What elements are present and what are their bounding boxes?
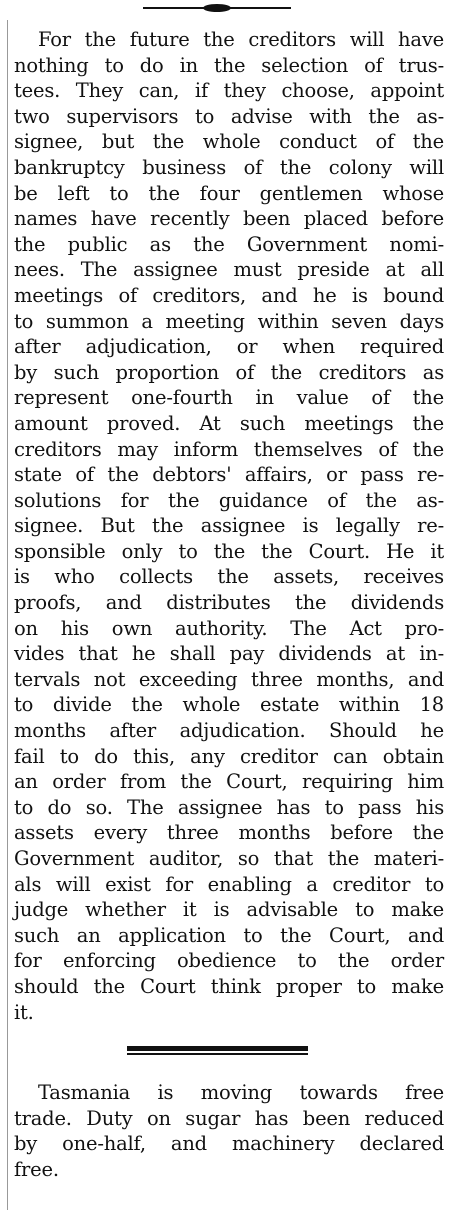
text-line: after adjudication, or when required: [14, 335, 444, 359]
text-line: state of the debtors' affairs, or pass re-: [14, 463, 444, 487]
text-line: Tasmania is moving towards free: [38, 1081, 444, 1104]
text-line: for enforcing obedience to the order: [14, 949, 444, 973]
text-line: nees. The assignee must preside at all: [14, 258, 444, 282]
text-line: be left to the four gentlemen whose: [14, 181, 444, 205]
text-line: signee. But the assignee is legally re-: [14, 514, 444, 538]
text-line: sponsible only to the the Court. He it: [14, 539, 444, 563]
text-line: meetings of creditors, and he is bound: [14, 283, 444, 307]
text-line: tervals not exceeding three months, and: [14, 667, 444, 691]
text-line: to summon a meeting within seven days: [14, 309, 444, 333]
text-line: signee, but the whole conduct of the: [14, 130, 444, 154]
text-line: trade. Duty on sugar has been reduced: [14, 1106, 444, 1130]
article-tasmania: [0, 1080, 452, 1182]
text-line: such an application to the Court, and: [14, 923, 444, 947]
text-line: is who collects the assets, receives: [14, 565, 444, 589]
section-divider: [127, 1046, 308, 1055]
text-line: by such proportion of the creditors as: [14, 360, 444, 384]
text-line: judge whether it is advisable to make: [14, 898, 444, 922]
text-line: For the future the creditors will have: [38, 28, 444, 51]
text-line: months after adjudication. Should he: [14, 719, 444, 743]
text-line: to divide the whole estate within 18: [14, 693, 444, 717]
text-line: als will exist for enabling a creditor to: [14, 872, 444, 896]
divider-thin-rule: [127, 1053, 308, 1055]
text-line: vides that he shall pay dividends at in-: [14, 642, 444, 666]
top-ornamental-rule: [143, 6, 291, 10]
text-line: proofs, and distributes the dividends: [14, 591, 444, 615]
text-line: on his own authority. The Act pro-: [14, 616, 444, 640]
text-line: represent one-fourth in value of the: [14, 386, 444, 410]
text-line: fail to do this, any creditor can obtain: [14, 744, 444, 768]
text-line: bankruptcy business of the colony will: [14, 155, 444, 179]
top-rule-ornament: [203, 4, 231, 12]
text-line: the public as the Government nomi-: [14, 232, 444, 256]
text-line: should the Court think proper to make: [14, 974, 444, 998]
text-line: Government auditor, so that the materi-: [14, 847, 444, 870]
text-line: it.: [14, 1000, 34, 1024]
text-line: free.: [14, 1157, 59, 1181]
article-bankruptcy: [0, 27, 452, 1025]
text-line: to do so. The assignee has to pass his: [14, 795, 444, 819]
text-line: tees. They can, if they choose, appoint: [14, 79, 444, 103]
text-line: assets every three months before the: [14, 821, 444, 845]
text-line: an order from the Court, requiring him: [14, 770, 444, 794]
text-line: nothing to do in the selection of trus-: [14, 53, 444, 77]
text-line: two supervisors to advise with the as-: [14, 104, 444, 128]
text-line: solutions for the guidance of the as-: [14, 488, 444, 512]
text-line: names have recently been placed before: [14, 207, 444, 231]
text-line: amount proved. At such meetings the: [14, 411, 444, 435]
divider-thick-rule: [127, 1046, 308, 1051]
text-line: by one-half, and machinery declared: [14, 1132, 444, 1156]
text-line: creditors may inform themselves of the: [14, 437, 444, 461]
